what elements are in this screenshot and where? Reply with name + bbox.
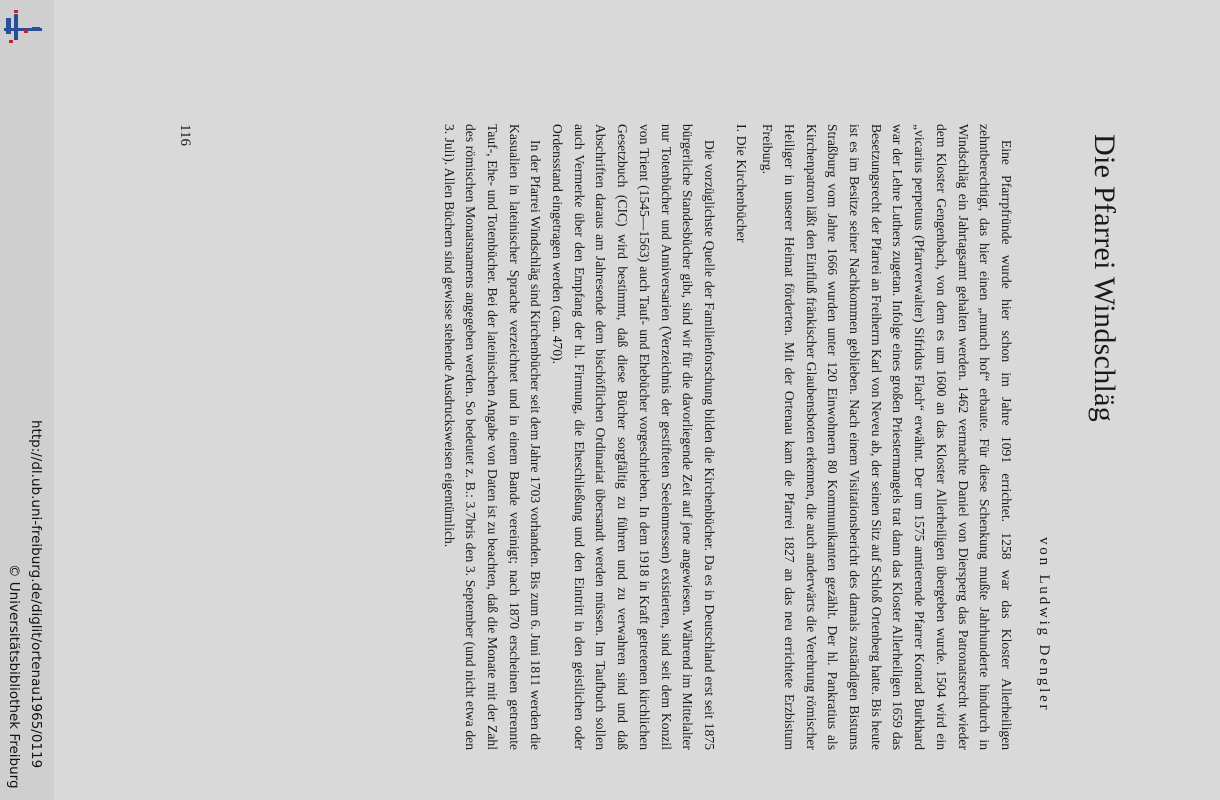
intro-paragraph: Eine Pfarrpfründe wurde hier schon im Jahre 1091 errichtet. 1258 war das Kloster Allerheiligen zehntberechtigt, das hier einen „munch hof“ erbaute. Für diese Schenkung mußte Jahrhunderte hindurch in Windschläg ein Jahrtagsamt gehalten werden. 1462 vermachte Daniel von Diersperg das Patronatsrecht wieder dem Kloster Gengenbach, von dem es um 1600 an das Kloster Allerheiligen übergeben wurde. 1504 wird ein „vicarius perpetuus (Pfarrverwalter) Sifridus Flach“ erwähnt. Der um 1575 amtierende Pfarrer Konrad Burkhard war der Lehre Luthers zugetan. Infolge eines großen Priestermangels trat dann das Kloster Allerheiligen 1659 das Besetzungsrecht der Pfarrei an Freiherrn Karl von Neveu ab, der seinen Sitz auf Schloß Ortenberg hatte. Bis heute ist es im Besitze seiner Nachkommen geblieben. Nach einem Visitationsbericht des damals zuständigen Bistums Straßburg vom Jahre 1666 wurden unter 120 Einwohnern 80 Kommunikanten gezählt. Der hl. Pankratius als Kirchenpatron läßt den Einfluß fränkischer Glaubensboten erkennen, die auch anderwärts die Verehrung römischer Heiliger in unserer Heimat förderten. Mit der Ortenau kam die Pfarrei 1827 an das neu errichtete Erzbistum Freiburg. [760, 124, 1014, 750]
section-paragraph-2: In der Pfarrei Windschläg sind Kirchenbücher seit dem Jahre 1703 vorhanden. Bis zum 6. Juni 1811 werden die Kasualien in lateinischer Sprache verzeichnet und in einem Bande vereinigt; nach 1870 erscheinen getrennte Tauf-, Ehe- und Totenbücher. Bei der lateinischen Angabe von Daten ist zu beachten, daß die Monate mit der Zahl des römischen Monatsnamens angegeben werden. So bedeutet z. B.: 3.7bris den 3. September (und nicht etwa den 3. Juli). Allen Büchern sind gewisse stehende Ausdrucksweisen eigentümlich. [441, 124, 544, 750]
section-paragraph-1: Die vorzüglichste Quelle der Familienforschung bilden die Kirchenbücher. Da es in Deutschland erst seit 1875 bürgerliche Standesbücher gibt, sind wir für die davorliegende Zeit auf jene angewiesen. Während im Mittelalter nur Totenbücher und Anniversarien (Verzeichnis der gestifteten Seelenmessen) existierten, sind seit dem Konzil von Trient (1545—1563) auch Tauf- und Ehebücher vorgeschrieben. In dem 1918 in Kraft getretenen kirchlichen Gesetzbuch (CIC) wird bestimmt, daß diese Bücher sorgfältig zu führen und zu verwahren sind und daß Abschriften daraus am Jahresende dem bischöflichen Ordinariat übersandt werden müssen. Im Taufbuch sollen auch Vermerke über den Empfang der hl. Firmung, die Eheschließung und den Eintritt in den geistlichen oder Ordensstand eingetragen werden (can. 470). [550, 124, 717, 750]
intro-block [757, 124, 1017, 750]
article-author: von Ludwig Dengler [1036, 537, 1052, 713]
rotated-page-content [119, 0, 1119, 800]
page-number: 116 [177, 124, 193, 146]
scanned-page [54, 0, 1220, 800]
section-body [438, 124, 720, 750]
section-heading: I. Die Kirchenbücher [733, 124, 748, 243]
viewer-sidebar [0, 0, 54, 800]
copyright-notice: © Universitätsbibliothek Freiburg [6, 564, 22, 789]
article-title: Die Pfarrei Windschläg [1088, 134, 1121, 423]
university-logo-icon [2, 10, 44, 52]
document-url[interactable]: http://dl.ub.uni-freiburg.de/diglit/ortenau1965/0119 [28, 420, 44, 769]
